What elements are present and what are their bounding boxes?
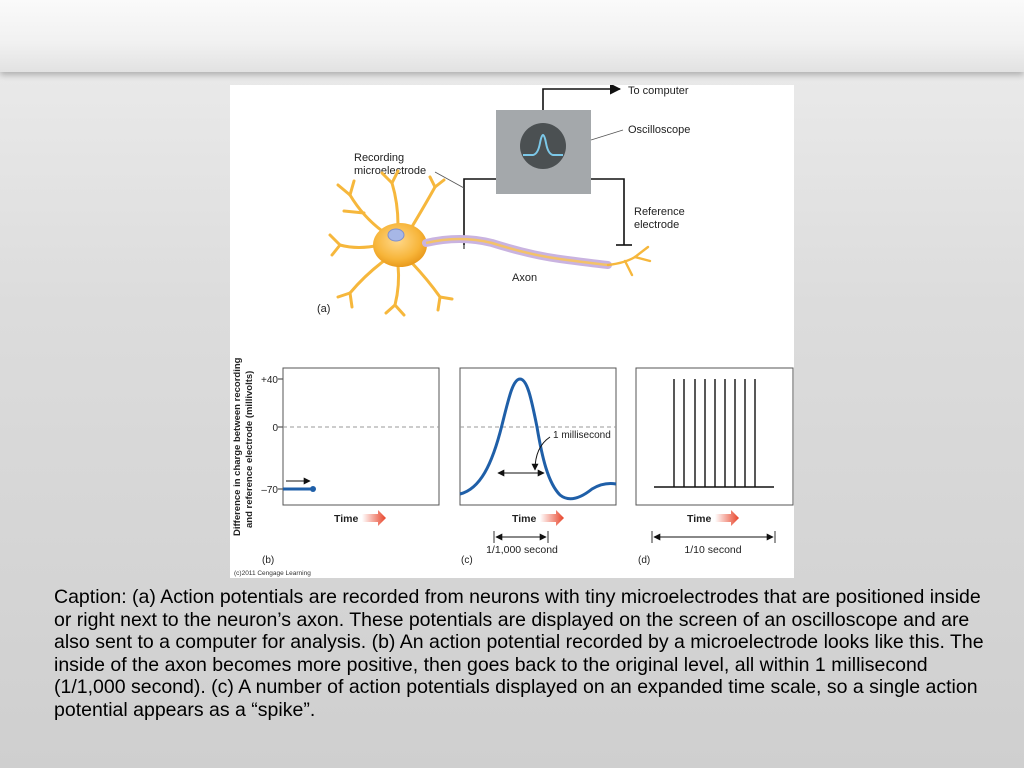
reference-label-1: Reference — [634, 206, 685, 218]
action-potential-figure — [230, 85, 794, 578]
reference-wire — [591, 179, 624, 245]
recording-label-2: microelectrode — [354, 165, 427, 177]
panel-c-time-arrow — [540, 510, 564, 526]
y-axis-title-line-2: and reference electrode (millivolts) — [244, 370, 255, 528]
figure-svg — [230, 85, 794, 578]
recording-wire — [464, 179, 496, 245]
panel-a-label: (a) — [317, 303, 331, 315]
panel-c-label: (c) — [461, 555, 473, 566]
oscilloscope-leader — [591, 130, 623, 140]
axon-label: Axon — [512, 272, 538, 284]
tick-plus40: +40 — [261, 375, 278, 386]
recording-label-1: Recording — [354, 152, 405, 164]
panel-d-label: (d) — [638, 555, 651, 566]
panel-b-time-arrow — [362, 510, 386, 526]
y-axis-title-line-1: Difference in charge between recording — [232, 357, 243, 536]
header-band — [0, 0, 1024, 72]
panel-b-trace-dot — [310, 486, 316, 492]
reference-label-2: electrode — [634, 219, 680, 231]
panel-d-time-arrow — [715, 510, 739, 526]
panel-c-ms-label: 1 millisecond — [553, 430, 611, 441]
panel-c-time-label: Time — [512, 513, 537, 525]
to-computer-arrow — [543, 89, 620, 110]
panel-c-duration-label: 1/1,000 second — [486, 544, 558, 556]
oscilloscope-screen — [520, 123, 566, 169]
panel-d-time-label: Time — [687, 513, 712, 525]
oscilloscope-label: Oscilloscope — [628, 124, 691, 136]
neuron-nucleus — [388, 229, 404, 241]
panel-b-frame — [283, 368, 439, 505]
tick-zero: 0 — [272, 423, 278, 434]
panel-b-time-label: Time — [334, 513, 359, 525]
caption-text: Caption: (a) Action potentials are recorded from neurons with tiny microelectrodes that are positioned inside or right next to the neuron’s axon. These potentials are displayed on the screen of an oscilloscope and are also sent to a computer for analysis. (b) An action potential recorded by a microelectrode looks like this. The inside of the axon becomes more positive, then goes back to the original level, all within 1 millisecond (1/1,000 second). (c) A number of action potentials displayed on an expanded time scale, so a single action potential appears as a “spike”. — [54, 586, 984, 721]
panel-b-label: (b) — [262, 555, 275, 566]
recording-leader — [435, 172, 464, 188]
tick-minus70: –70 — [261, 485, 278, 496]
copyright-text: (c)2011 Cengage Learning — [234, 570, 311, 577]
panel-d-duration-label: 1/10 second — [684, 544, 742, 556]
to-computer-label: To computer — [628, 85, 689, 97]
axon-terminals — [608, 247, 650, 275]
